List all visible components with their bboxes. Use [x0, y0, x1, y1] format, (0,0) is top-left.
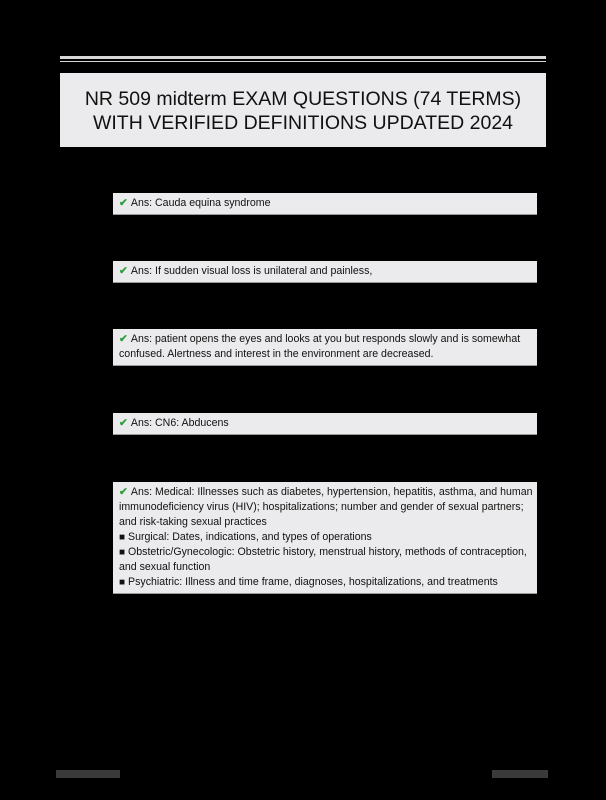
title-line-2: WITH VERIFIED DEFINITIONS UPDATED 2024 [92, 112, 514, 134]
answer-box-2 [113, 261, 537, 283]
answer-box-1 [113, 193, 537, 215]
list-item: ■ Psychiatric: Illness and time frame, diagnoses, hospitalizations, and treatments [119, 576, 498, 588]
answer-text: Ans: Medical: Illnesses such as diabetes, hypertension, hepatitis, asthma, and human immunodeficiency virus (HIV); hospitalizations; number and gender of sexual partners; and risk-taking sexual practices [119, 486, 533, 528]
list-item: ■ Obstetric/Gynecologic: Obstetric history, menstrual history, methods of contraception, and sexual function [119, 546, 527, 573]
black-square-icon: ■ [119, 547, 126, 558]
answer-box-4 [113, 413, 537, 435]
black-square-icon: ■ [119, 532, 126, 543]
checkmark-icon: ✔ [119, 486, 128, 498]
answer-text: Ans: Cauda equina syndrome [130, 197, 271, 209]
answer-text: Ans: CN6: Abducens [130, 417, 229, 429]
checkmark-icon: ✔ [119, 333, 128, 345]
title-line-1: NR 509 midterm EXAM QUESTIONS (74 TERMS) [84, 88, 522, 110]
list-item: ■ Surgical: Dates, indications, and types of operations [119, 531, 372, 543]
header-rule-thin [60, 61, 546, 62]
checkmark-icon: ✔ [119, 197, 128, 209]
answer-box-5 [113, 482, 537, 594]
answer-text: Ans: If sudden visual loss is unilateral and painless, [130, 265, 373, 277]
checkmark-icon: ✔ [119, 265, 128, 277]
black-square-icon: ■ [119, 577, 126, 588]
answer-box-3 [113, 329, 537, 366]
footer-left-blurred [56, 770, 120, 778]
answer-text: Ans: patient opens the eyes and looks at you but responds slowly and is somewhat confused. Alertness and interest in the environment are decreased. [119, 333, 521, 360]
header-rule [60, 56, 546, 59]
footer-right-blurred [492, 770, 548, 778]
page-title [60, 73, 546, 147]
checkmark-icon: ✔ [119, 417, 128, 429]
